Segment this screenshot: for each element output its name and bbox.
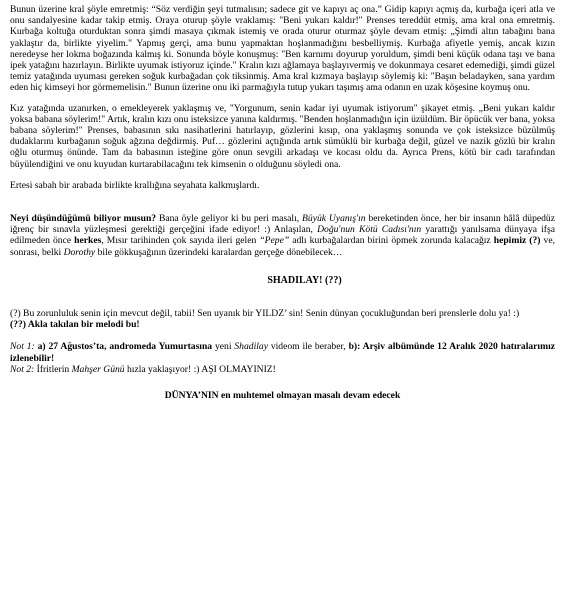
story-paragraph-1: Bunun üzerine kral şöyle emretmiş: “Söz verdiğin şeyi tutmalısın; sadece git ve kapıyı aç ona.” Gidip kapıyı açmış da, kurbağa içeri atla ve onu sandalyesine kadar takip etmiş. Oraya oturup şöyle vraklamış: "Beni yukarı kaldır!" Prenses tereddüt etmiş, ama kral ona emretmiş. Kurbağa koltuğa oturduktan sonra şimdi masaya çıkmak istemiş ve orada oturur oturmaz şöyle devam etmiş: „Şimdi altın tabağını bana yaklaştır da, birlikte yiyelim." Yapmış gerçi, ama bunu yapmaktan hoşlanmadığını besbelliymiş. Kurbağa afiyetle yemiş, ancak kızın neredeyse her lokma boğazında kalmış ki. Sonunda böyle konuşmuş: "Ben karnımı doyurup yoruldum, şimdi beni küçük odana taşı ve bana ipek yatağını hazırlayın. Birlikte uyumak istiyoruz içinde." Kralın kızı ağlamaya başlayıvermiş ve dokunmaya cesaret edemediği, şimdi güzel temiz yatağında uyuması gereken soğuk kurbağadan çok tiksinmiş. Ama kral kızmaya başlayıp söylemiş ki: "Başın beladayken, sana yardım eden hiç kimseyi hor görmemelisin." Bunun üzerine onu iki parmağıyla tutup yukarı taşımış ama odanın en uzak köşesine koymuş onu.: [10, 4, 555, 94]
story-paragraph-3: Ertesi sabah bir arabada birlikte krallığına seyahata kalkmışlardı.: [10, 179, 260, 191]
commentary-text-2: bereketinden önce, her bir insanın hâlâ düpedüz iğrenç bir sınavla yüzleşmesi gerektiği gerçeğini ifade ediyor! :) Anlaşılan,: [10, 213, 555, 236]
note-1-text-1: yeni: [212, 341, 235, 353]
commentary-bold-2: hepimiz (?): [493, 235, 541, 247]
commentary-text-4: , Mısır tarihinden çok sayıda ileri gelen: [101, 235, 260, 247]
shadilay-heading: SHADILAY! (??): [267, 274, 342, 286]
note-1-text-2: videom ile beraber,: [267, 341, 349, 353]
commentary-text-7: bile gökkuşağının üzerindeki karalardan gerçeğe dönebilecek…: [95, 246, 343, 258]
commentary-italic-4: Dorothy: [63, 246, 96, 258]
closing-heading: DÜNYA’NIN en muhtemel olmayan masalı devam edecek: [164, 390, 401, 402]
note-2-label: Not 2:: [10, 363, 35, 375]
commentary-paragraph: [10, 213, 555, 258]
commentary-bold-1: herkes: [74, 235, 102, 247]
note-1-b: b): Arşiv albümünde 12 Aralık 2020 hatıralarımız izlenebilir!: [10, 341, 556, 364]
commentary-italic-3: “Pepe”: [259, 235, 290, 247]
commentary-text-5: adlı kurbağalardan birini öpmek zorunda kalacağız: [289, 235, 494, 247]
note-2: [10, 364, 555, 375]
commentary-text-1: Bana öyle geliyor ki bu peri masalı,: [156, 213, 303, 225]
note-2-text-1: İfritlerin: [34, 363, 72, 375]
note-2-text-2: hızla yaklaşıyor! :) AŞI OLMAYINIZ!: [124, 363, 276, 375]
footnote-2: (??) Akla takılan bir melodi bu!: [10, 319, 140, 331]
commentary-text-3: yarattığı yanılsama dünyaya ifşa edilmeden önce: [10, 224, 555, 247]
commentary-italic-2: Doğu'nun Kötü Cadısı'nın: [317, 224, 422, 236]
footnote-1: (?) Bu zorunluluk senin için mevcut değil, tabii! Sen uyanık bir YILDZ’ sin! Senin dünyan çocukluğundan beri prenslerle dolu ya! :): [10, 308, 520, 320]
note-1-label: Not 1:: [10, 341, 35, 353]
note-1: [10, 341, 555, 363]
commentary-italic-1: Büyük Uyanış'ın: [302, 213, 366, 225]
note-1-a: a) 27 Ağustos’ta, andromeda Yumurtasına: [34, 341, 213, 353]
note-1-italic: Shadilay: [234, 341, 268, 353]
commentary-lead: Neyi düşündüğümü biliyor musun?: [10, 213, 157, 225]
note-2-italic: Mahşer Günü: [71, 363, 125, 375]
story-paragraph-2: Kız yatağında uzanırken, o emekleyerek yaklaşmış ve, "Yorgunum, senin kadar iyi uyumak istiyorum" şikayet etmiş. „Beni yukarı kaldır yoksa babana söylerim!" Artık, kralın kızı onu isteksizce yanına kaldırmış. "Benden hoşlanmadığın için üzüldüm. Bir öpücük ver bana, yoksa babana söylerim!" Prenses, babasının sıkı nasihatlerini hatırlayıp, gözlerini kısıp, ona yaklaşmış sonunda ve çok isteksizce büzülmüş dudaklarını kurbağanın soğuk ağzına değdirmiş. Puf… gözlerini açtığında artık sümüklü bir kurbağa değil, güzel ve nazik gözlü bir kralın oğlu oturmuş önünde. Tam da babasının isteğine göre onun sevgili arkadaşı ve kocası oldu da. Ayrıca Prens, kötü bir cadı tarafından büyülendiğini ve onu kuyudan kurtarabilacağını tek kimsenin o olduğunu söyledi ona.: [10, 102, 555, 170]
commentary-text-6: ve, sonrası, belki: [10, 235, 555, 258]
